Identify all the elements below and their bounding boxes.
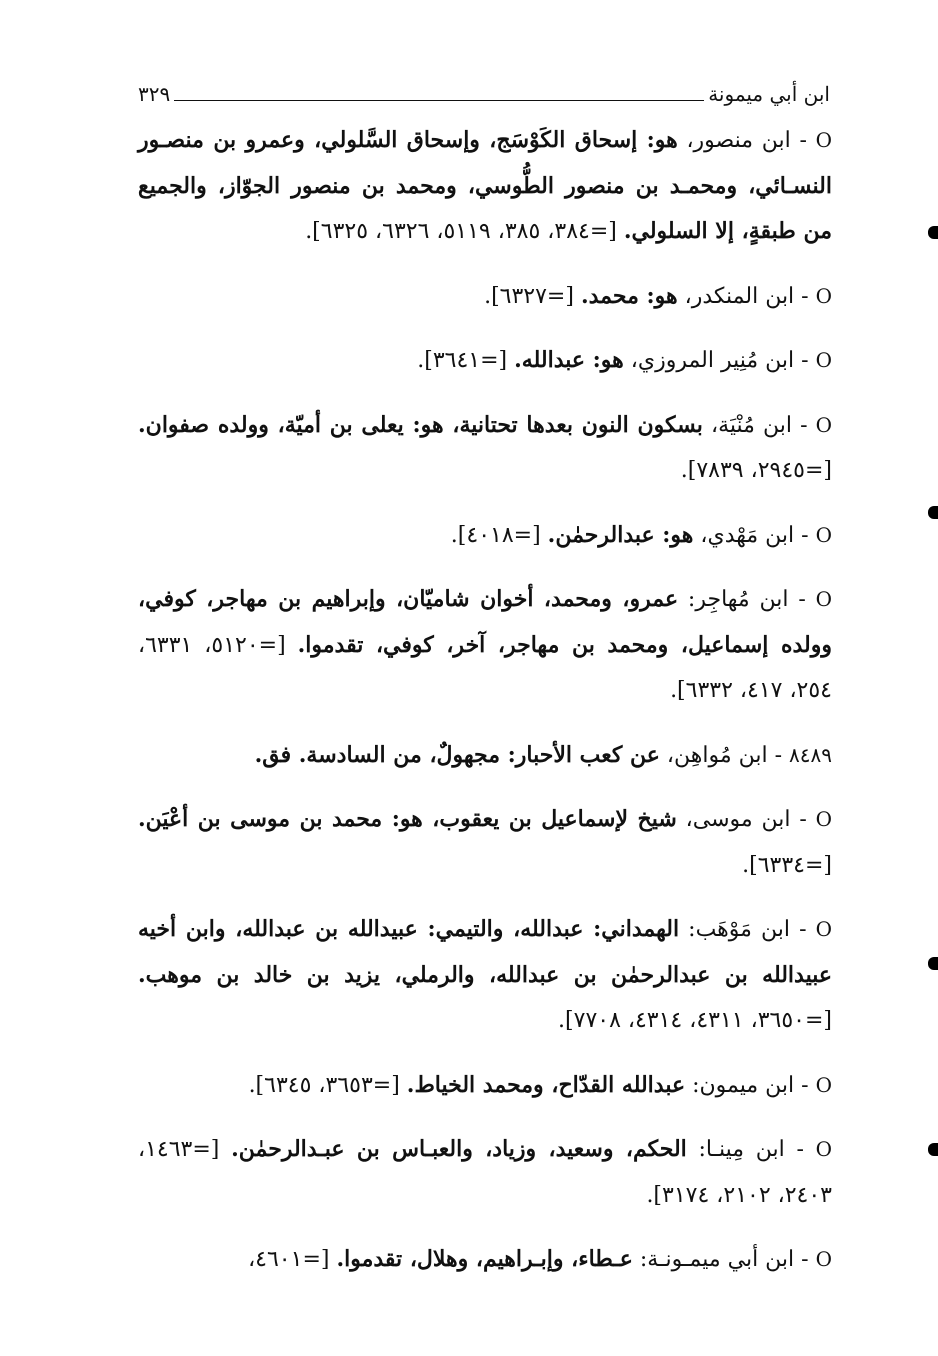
header-rule — [174, 88, 704, 101]
entry-marker: O — [815, 283, 832, 308]
entry-ibn-musa — [138, 797, 832, 888]
entry-heading: - ابن أبي ميمـونـة: — [632, 1247, 816, 1272]
entry-ibn-munya — [138, 403, 832, 494]
entry-text: بسكون النون بعدها تحتانية، هو: يعلى بن أميّة، وولده صفوان. — [138, 411, 703, 438]
entry-refs: [=٤٠١٨]. — [450, 522, 548, 548]
running-title: ابن أبي ميمونة — [708, 82, 830, 106]
entry-refs: [=٥١٢٠، ٦٣٣١، ٢٥٤، ٤١٧، ٦٣٣٢]. — [138, 632, 832, 703]
entry-ibn-muhajir — [138, 577, 832, 714]
entry-text: هو: عبدالله. — [514, 347, 624, 373]
entry-heading: - ابن ميمون: — [685, 1072, 816, 1098]
entry-ibn-munir — [138, 338, 832, 384]
entry-heading: - ابن موسى، — [676, 807, 816, 832]
entry-refs: [=٢٩٤٥، ٧٨٣٩]. — [680, 458, 832, 483]
thumb-tab-marker — [928, 506, 938, 519]
entry-ibn-al-munkadir — [138, 274, 832, 320]
entry-heading: - ابن مُهاجِر: — [678, 587, 816, 612]
entry-text: عمرو، ومحمد، أخوان شاميّان، وإبراهيم بن مهاجر، كوفي، وولده إسماعيل، ومحمد بن مهاجر، آخر، كوفي، تقدموا. — [138, 586, 832, 658]
entry-refs: [=٣٦٤١]. — [417, 348, 515, 373]
entry-text: هو: إسحاق الكَوْسَج، وإسحاق السَّلولي، وعمرو بن منصـور النسـائي، ومحمـد بن منصور الطُّوسي، ومحمد بن منصور الجوّاز، والجميع من طبقةٍ، إلا السلولي. — [138, 127, 832, 244]
entry-marker: O — [815, 348, 832, 372]
entry-refs: [=٦٣٣٤]. — [742, 852, 832, 878]
entry-refs: [=١٤٦٣، ٢٤٠٣، ٢١٠٢، ٣١٧٤]. — [138, 1137, 832, 1208]
entry-refs: [=٤٦٠١، — [248, 1247, 337, 1272]
entry-refs: [=٣٨٤، ٣٨٥، ٥١١٩، ٦٣٢٦، ٦٣٢٥]. — [305, 219, 624, 244]
entry-heading: - ابن مُنِير المروزي، — [623, 348, 816, 373]
entry-text: الحكم، وسعيد، وزياد، والعبـاس بن عبـدالرحمٰن. — [231, 1136, 687, 1162]
entry-heading: - ابن مَوْهَب: — [679, 917, 816, 942]
entry-heading: - ابن مُواهِن، — [659, 742, 790, 768]
entry-ibn-muwahin — [138, 733, 832, 779]
entry-text: عبدالله القدّاح، ومحمد الخياط. — [406, 1071, 686, 1098]
running-header — [138, 80, 830, 108]
entry-number: ٨٤٨٩ — [789, 742, 832, 767]
entry-marker: O — [815, 522, 832, 547]
page-number: ٣٢٩ — [138, 82, 171, 106]
entry-marker: O — [815, 1072, 832, 1097]
entry-heading: - ابن مِينـا: — [686, 1137, 816, 1162]
entry-refs: فق. — [254, 741, 299, 768]
entry-marker: O — [815, 587, 833, 611]
entry-text: عن كعب الأحبار: مجهولٌ، من السادسة. — [298, 741, 660, 768]
entry-heading: - ابن مَهْدي، — [693, 522, 816, 548]
entry-marker: O — [815, 1137, 833, 1161]
entry-marker: O — [815, 412, 832, 437]
entry-heading: - ابن المنكدر، — [677, 283, 816, 309]
entry-refs: [=٣٦٥٠، ٤٣١١، ٤٣١٤، ٧٧٠٨]. — [558, 1008, 832, 1033]
thumb-tab-marker — [928, 226, 938, 239]
entry-text: الهمداني: عبدالله، والتيمي: عبيدالله بن عبدالله، وابن أخيه عبيدالله بن عبدالرحمٰن بن عبدالله، والرملي، يزيد بن خالد بن موهب. — [138, 916, 833, 988]
entry-heading: - ابن مُنْيَة، — [702, 412, 816, 438]
thumb-tab-marker — [928, 1143, 938, 1156]
entry-ibn-mansur — [138, 118, 832, 255]
entry-ibn-maymun — [138, 1063, 832, 1109]
entry-refs: [=٣٦٥٣، ٦٣٤٥]. — [248, 1072, 407, 1098]
entry-marker: O — [815, 1247, 832, 1271]
entry-heading: - ابن منصور، — [677, 128, 816, 153]
entry-text: عـطاء، وإبـراهيم، وهلال، تقدموا. — [336, 1246, 633, 1272]
entry-text: هو: عبدالرحمٰن. — [547, 521, 694, 548]
entry-text: شيخ لإسماعيل بن يعقوب، هو: محمد بن موسى بن أعْيَن. — [138, 806, 677, 832]
entry-marker: O — [815, 807, 832, 831]
entry-marker: O — [815, 917, 832, 941]
entries-list — [138, 118, 832, 1302]
entry-ibn-mawhab — [138, 907, 832, 1044]
entry-ibn-mahdi — [138, 513, 832, 559]
thumb-tab-marker — [928, 957, 938, 970]
entry-ibn-abi-maymuna — [138, 1237, 832, 1283]
entry-refs: [=٦٣٢٧]. — [484, 283, 581, 309]
entry-ibn-mina — [138, 1127, 832, 1218]
entry-text: هو: محمد. — [580, 282, 678, 309]
entry-marker: O — [815, 128, 832, 152]
